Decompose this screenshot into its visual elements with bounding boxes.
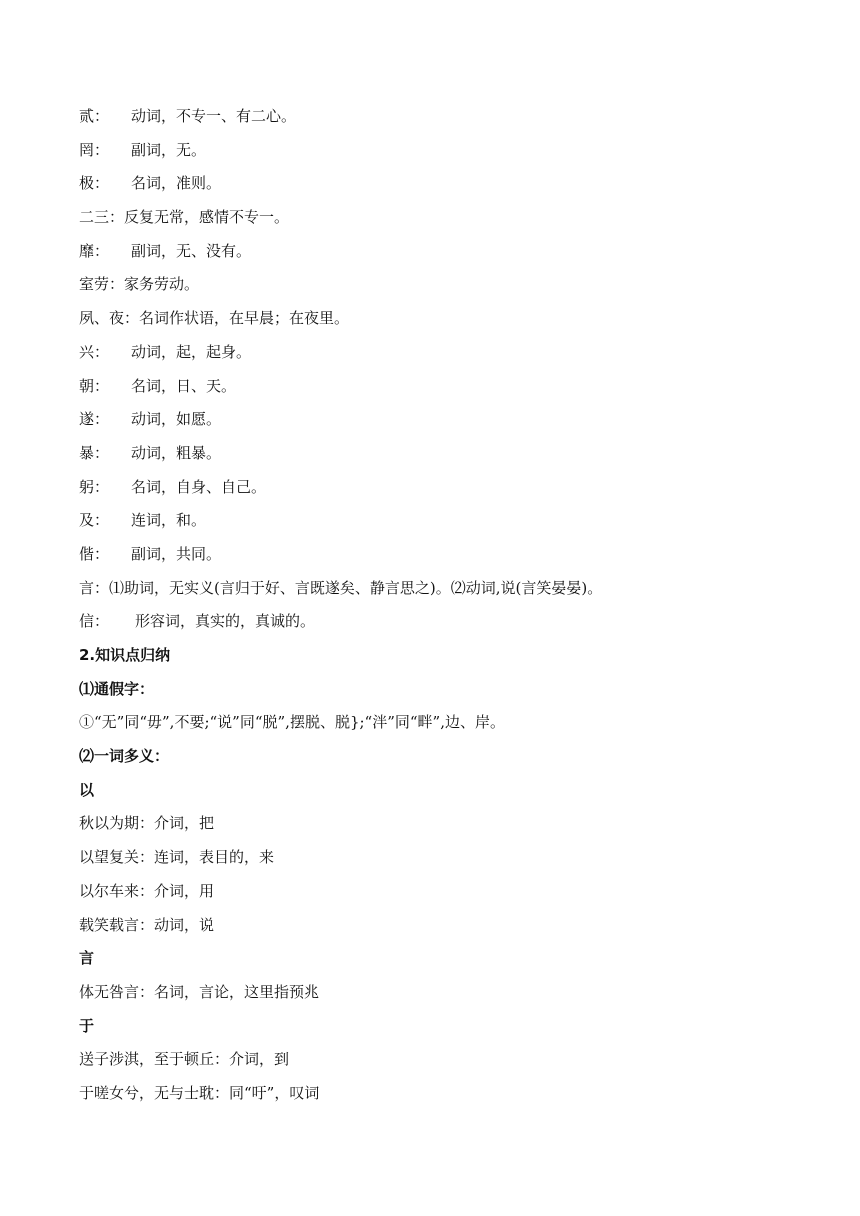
glossary-term: 信：: [79, 612, 110, 631]
glossary-term: 偕：: [79, 544, 110, 563]
glossary-item: [79, 403, 799, 437]
polysemy-example: 以望复关：连词，表目的，来: [79, 848, 275, 867]
glossary-item: [79, 437, 799, 471]
glossary-item: [79, 235, 799, 269]
yiciduoyi-heading: ⑵一词多义：: [79, 747, 170, 766]
polysemy-example: 载笑载言：动词，说: [79, 915, 215, 934]
glossary-definition: 动词，粗暴。: [131, 443, 222, 462]
glossary-term: 二三：: [79, 208, 125, 227]
glossary-item: [79, 572, 799, 606]
glossary-item: [79, 100, 799, 134]
glossary-definition: 动词，起，起身。: [131, 342, 252, 361]
glossary-term: 及：: [79, 511, 110, 530]
document-content: [79, 100, 799, 1111]
glossary-item: [79, 370, 799, 404]
polysemy-char: 于: [79, 1016, 95, 1035]
glossary-item: [79, 504, 799, 538]
polysemy-example: 体无咎言：名词，言论，这里指预兆: [79, 982, 320, 1001]
glossary-definition: 名词作状语，在早晨；在夜里。: [139, 309, 350, 328]
glossary-term: 罔：: [79, 140, 110, 159]
glossary-definition: 副词，共同。: [131, 544, 222, 563]
glossary-definition: 副词，无。: [131, 140, 207, 159]
glossary-term: 夙、夜：: [79, 309, 140, 328]
glossary-definition: 名词，自身、自己。: [131, 477, 267, 496]
glossary-term: 言：: [79, 578, 110, 597]
glossary-term: 靡：: [79, 241, 110, 260]
glossary-definition: 名词，准则。: [131, 174, 222, 193]
glossary-definition: 家务劳动。: [124, 275, 200, 294]
glossary-item: [79, 167, 799, 201]
glossary-definition: 连词，和。: [131, 511, 207, 530]
glossary-item: [79, 134, 799, 168]
section-title: 2.知识点归纳: [79, 646, 171, 664]
polysemy-example: 于嗟女兮，无与士耽：同“吁”，叹词: [79, 1083, 320, 1102]
glossary-definition: 副词，无、没有。: [131, 241, 252, 260]
glossary-term: 朝：: [79, 376, 110, 395]
glossary-term: 兴：: [79, 342, 110, 361]
glossary-definition: 名词，日、天。: [131, 376, 237, 395]
polysemy-char: 以: [79, 780, 95, 799]
tongjia-text: ①“无”同“毋”,不要;“说”同“脱”,摆脱、脱};“泮”同“畔”,边、岸。: [79, 713, 505, 732]
glossary-definition: 反复无常，感情不专一。: [124, 208, 290, 227]
glossary-definition: ⑴助词，无实义(言归于好、言既遂矣、静言思之)。⑵动词,说(言笑晏晏)。: [109, 578, 603, 597]
glossary-item: [79, 538, 799, 572]
glossary-definition: 动词，如愿。: [131, 410, 222, 429]
glossary-item: [79, 471, 799, 505]
tongjia-heading: ⑴通假字：: [79, 679, 155, 698]
glossary-term: 躬：: [79, 477, 110, 496]
polysemy-example: 送子涉淇，至于顿丘：介词，到: [79, 1050, 290, 1069]
polysemy-char: 言: [79, 949, 95, 968]
glossary-definition: 动词，不专一、有二心。: [131, 107, 297, 125]
glossary-term: 极：: [79, 174, 110, 193]
glossary-item: [79, 268, 799, 302]
glossary-item: [79, 302, 799, 336]
glossary-term: 贰：: [79, 107, 110, 125]
glossary-term: 暴：: [79, 443, 110, 462]
glossary-term: 室劳：: [79, 275, 125, 294]
polysemy-example: 以尔车来：介词，用: [79, 881, 215, 900]
glossary-term: 遂：: [79, 410, 110, 429]
glossary-item: [79, 605, 799, 639]
polysemy-example: 秋以为期：介词，把: [79, 814, 215, 833]
glossary-item: [79, 201, 799, 235]
glossary-definition: 形容词，真实的，真诚的。: [135, 612, 316, 631]
glossary-item: [79, 336, 799, 370]
